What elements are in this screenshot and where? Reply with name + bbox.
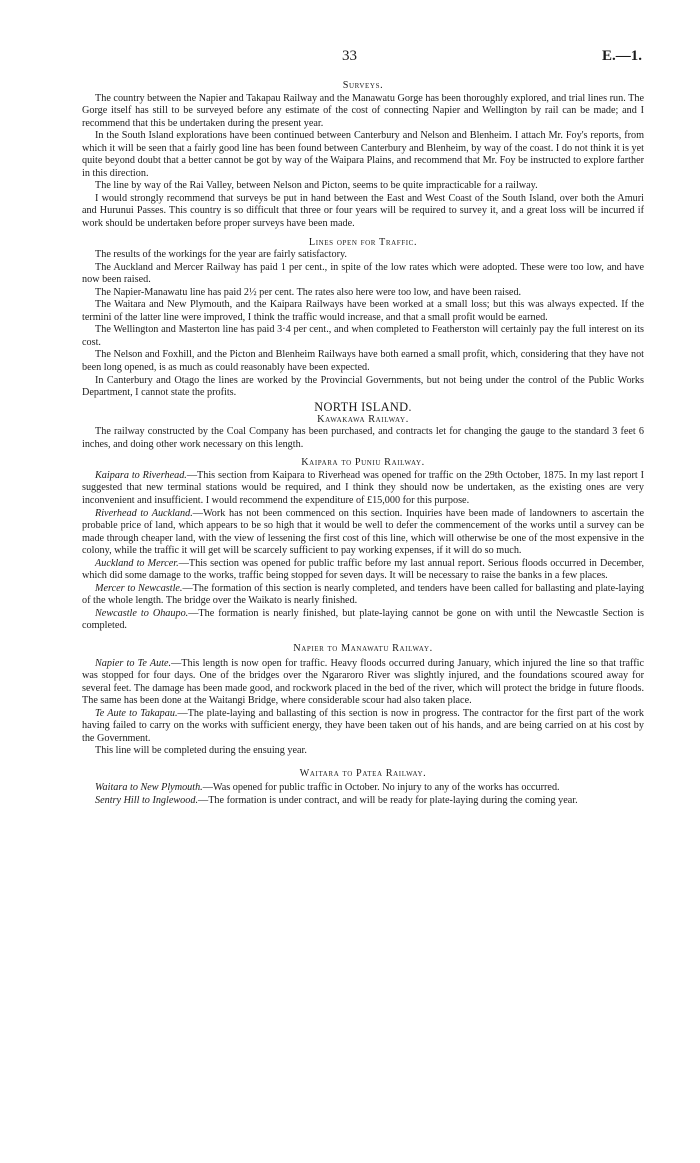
section-text: —This length is now open for traffic. Heavy floods occurred during January, which injured the line so that traffic was stopped for four days. One of the bridges over the Ngararoro River was slightly injured, and the foundations scoured away for several feet. The damage has been made good, and rockwork placed in the bed of the river, which will protect the bridge in future floods. The same has been done at the Waitangi Bridge, where considerable scour had also taken place. [82,657,644,707]
document-reference: E.—1. [601,48,642,64]
paragraph [82,470,644,508]
section-lead: Napier to Te Aute. [95,657,172,669]
section-lead: Newcastle to Ohaupo. [95,607,189,619]
paragraph: The Waitara and New Plymouth, and the Kaipara Railways have been worked at a small loss; but this was always expected. If the termini of the latter line were improved, I think the traffic would increase, and that a small profit would be earned. [82,299,644,323]
section-lead: Riverhead to Auckland. [95,507,193,519]
paragraph: The line by way of the Rai Valley, between Nelson and Picton, seems to be quite impracticable for a railway. [95,180,538,192]
paragraph: The country between the Napier and Takapau Railway and the Manawatu Gorge has been thoroughly explored, and trial lines run. The Gorge itself has still to be surveyed before any estimate of the cost of connecting Napier and Wellington by rail can be made; and I recommend that this be undertaken during the present year. [82,92,644,129]
section-lead: Kaipara to Riverhead. [95,469,187,481]
heading-waitara-patea: Waitara to Patea Railway. [299,767,427,779]
paragraph [82,558,644,583]
paragraph [82,795,644,808]
paragraph: The Auckland and Mercer Railway has paid 1 per cent., in spite of the low rates which were adopted. These were too low, and have now been raised. [82,261,644,286]
paragraph: The results of the workings for the year are fairly satisfactory. [95,249,347,261]
paragraph: In the South Island explorations have been continued between Canterbury and Nelson and Blenheim. I attach Mr. Foy's reports, from which it will be seen that a fairly good line has been found between Canterbury and Blenheim, by way of the coast. I do not think it is yet quite beyond doubt that a better cannot be got by way of the Waipara Plains, and recommend that Mr. Foy be instructed to explore farther in this direction. [82,130,644,179]
paragraph [82,745,644,758]
heading-lines-open: Lines open for Traffic. [308,236,418,248]
section-text: —Was opened for public traffic in October. No injury to any of the works has occurred. [202,782,560,794]
heading-kawakawa: Kawakawa Railway. [317,413,409,425]
heading-surveys: Surveys. [342,80,384,91]
page-number: 33 [342,48,357,64]
heading-kaipara-puniu: Kaipara to Puniu Railway. [301,457,425,469]
section-lead: Sentry Hill to Inglewood. [95,794,198,806]
section-text: —Work has not been commenced on this section. Inquiries have been made of landowners to ascertain the probable price of land, which appears to be so high that it would be well to defer the commencement of the works until a survey can be made through cheaper land, with the view of lessening the first cost of this line, which will otherwise be one of the most expensive in the colony, while the traffic it will get will be scarcely sufficient to pay working expenses, if it will do so much. [82,507,644,557]
paragraph [82,708,644,746]
paragraph [82,583,644,608]
paragraph [82,782,644,795]
section-text: —The plate-laying and ballasting of this section is now in progress. The contractor for the first part of the work having failed to carry on the works with sufficient energy, they have been taken out of his hands, and are being carried on at his cost by the Government. [82,707,644,744]
section-text: —This section was opened for public traffic before my last annual report. Serious floods occurred in December, which did some damage to the works, traffic being stopped for seven days. It will be necessary to raise the banks in a few places. [82,557,645,582]
paragraph: In Canterbury and Otago the lines are worked by the Provincial Governments, but not being under the control of the Public Works Department, I cannot state the profits. [82,374,644,399]
paragraph: The Napier-Manawatu line has paid 2½ per cent. The rates also here were too low, and have been raised. [95,286,522,298]
paragraph: The Nelson and Foxhill, and the Picton and Blenheim Railways have both earned a small profit, which, considering that they have not been long opened, is as much as could reasonably have been expected. [82,349,644,374]
paragraph [82,658,644,708]
paragraph [82,608,644,633]
section-lead: Te Aute to Takapau. [95,707,178,719]
section-lead: Mercer to Newcastle. [95,582,183,594]
section-text: —The formation of this section is nearly completed, and tenders have been called for ballasting and plate-laying of the whole length. The bridge over the Waikato is nearly finished. [82,582,644,607]
paragraph: The railway constructed by the Coal Company has been purchased, and contracts let for changing the gauge to the standard 3 feet 6 inches, and doing other work necessary on this length. [82,426,644,450]
page-content [82,80,644,808]
section-lead: Auckland to Mercer. [95,557,179,569]
page-header [0,50,700,72]
heading-north-island: NORTH ISLAND. [314,399,412,414]
section-text: —The formation is under contract, and will be ready for plate-laying during the coming year. [198,794,578,806]
heading-napier-manawatu: Napier to Manawatu Railway. [293,642,433,654]
paragraph [82,508,644,558]
section-text: —This section from Kaipara to Riverhead was opened for traffic on the 29th October, 1875. In my last report I suggested that new terminal stations would be required, and I think they should now be undertaken, as the existing ones are very inconvenient and insufficient. I would recommend the expenditure of £15,000 for this purpose. [82,469,644,506]
paragraph: I would strongly recommend that surveys be put in hand between the East and West Coast of the South Island, over both the Amuri and Hurunui Passes. This country is so difficult that three or four years will be required to survey it, and a great loss will be incurred if work should be undertaken before proper surveys have been made. [82,192,644,230]
section-text: —The formation is nearly finished, but plate-laying cannot be gone on with until the Newcastle Section is completed. [82,607,644,632]
section-text: This line will be completed during the ensuing year. [95,745,307,757]
paragraph: The Wellington and Masterton line has paid 3·4 per cent., and when completed to Featherston will certainly pay the full interest on its cost. [82,324,644,348]
section-lead: Waitara to New Plymouth. [95,782,203,794]
